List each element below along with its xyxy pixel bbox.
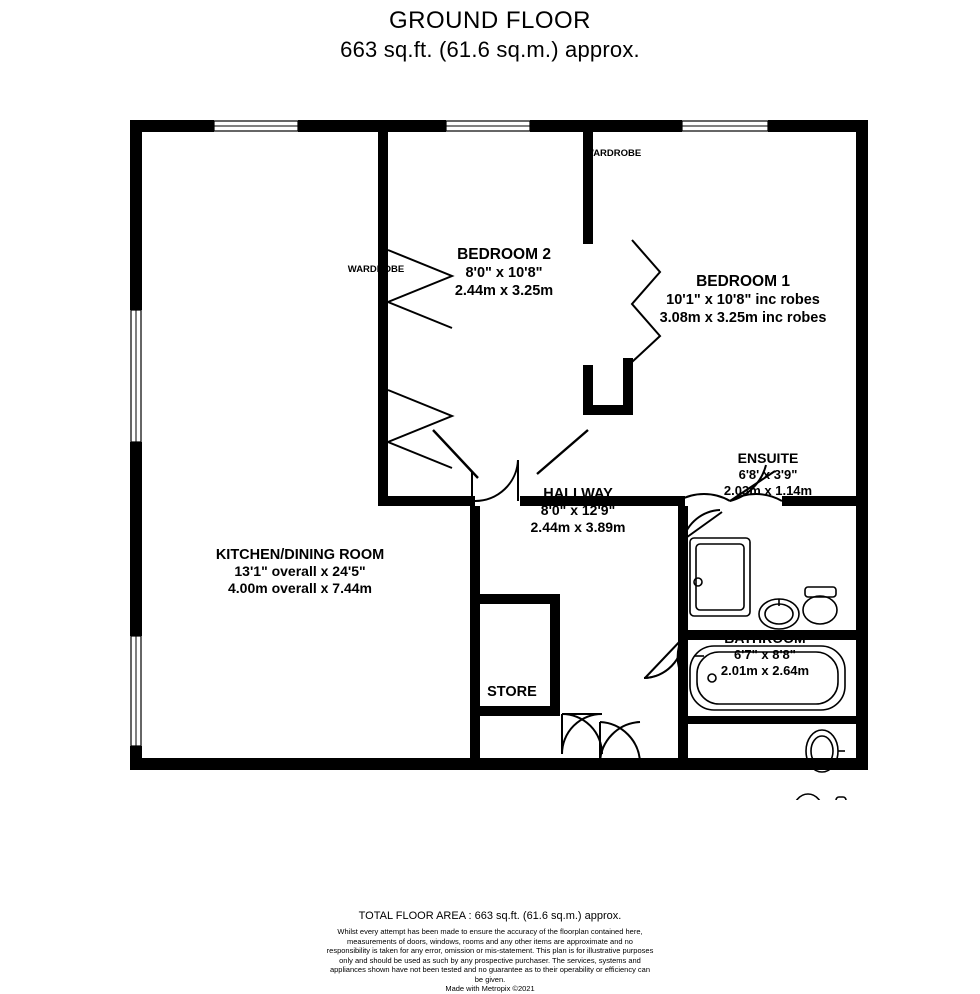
label-wardrobe-bedroom2: WARDROBE — [347, 264, 405, 275]
label-bedroom2-metric: 2.44m x 3.25m — [454, 283, 554, 299]
total-floor-area: TOTAL FLOOR AREA : 663 sq.ft. (61.6 sq.m.) approx. — [358, 910, 622, 922]
label-bathroom-metric: 2.01m x 2.64m — [720, 663, 810, 678]
wardrobe-zigzag-bedroom2-lower — [388, 390, 452, 468]
room-labels — [216, 246, 827, 700]
label-wardrobe-bedroom1: WARDROBE — [584, 148, 642, 159]
plan-footer — [0, 908, 980, 994]
opening-hallway-upper — [537, 430, 588, 474]
door-bathroom-entry — [644, 638, 683, 678]
disclaimer-text: Whilst every attempt has been made to ensure the accuracy of the floorplan contained here, measurements of doors, windows, rooms and any other items are approximate and no responsibility is taken for any error, omission or mis-statement. This plan is for illustrative purposes only and should be used as such by any prospective purchaser. The services, systems and appliances shown have not been tested and no guarantee as to their operability or efficiency can be given. — [326, 927, 654, 984]
door-bedroom2 — [475, 460, 518, 501]
window-left-1 — [131, 310, 141, 442]
label-hallway-imperial: 8'0" x 12'9" — [540, 502, 616, 518]
page-title: GROUND FLOOR — [388, 7, 591, 34]
shower-tray — [690, 538, 750, 616]
label-hallway-name: HALLWAY — [543, 486, 613, 502]
label-bedroom2-name: BEDROOM 2 — [457, 246, 551, 263]
label-bedroom1-name: BEDROOM 1 — [696, 273, 790, 290]
label-bedroom1-imperial: 10'1" x 10'8" inc robes — [666, 292, 820, 308]
ensuite-fixtures — [690, 538, 837, 629]
window-top-2 — [446, 121, 530, 131]
label-hallway-metric: 2.44m x 3.89m — [530, 519, 626, 535]
label-bedroom2-imperial: 8'0" x 10'8" — [465, 265, 543, 281]
label-ensuite-metric: 2.03m x 1.14m — [723, 483, 813, 498]
label-store-name: STORE — [487, 684, 537, 700]
window-left-2 — [131, 636, 141, 746]
label-ensuite-name: ENSUITE — [737, 450, 799, 466]
wardrobe-zigzag-bedroom1 — [632, 240, 660, 362]
bathroom-wc — [793, 794, 846, 800]
window-top-3 — [682, 121, 768, 131]
plan-header — [0, 0, 980, 64]
opening-hallway-kitchen — [433, 430, 478, 506]
page-subtitle: 663 sq.ft. (61.6 sq.m.) approx. — [340, 37, 640, 62]
wardrobe-zigzag-bedroom2-upper — [388, 250, 452, 328]
label-bathroom-name: BATHROOM — [724, 630, 806, 646]
label-bathroom-imperial: 6'7" x 8'8" — [734, 647, 796, 662]
window-top-1 — [214, 121, 298, 131]
label-kitchen-metric: 4.00m overall x 7.44m — [228, 580, 372, 596]
label-kitchen-imperial: 13'1" overall x 24'5" — [234, 563, 366, 579]
ensuite-wc — [803, 587, 837, 624]
floorplan-drawing — [0, 100, 980, 800]
door-hallway-entry — [600, 722, 640, 763]
ensuite-basin — [759, 599, 799, 629]
label-bedroom1-metric: 3.08m x 3.25m inc robes — [659, 310, 827, 326]
made-with-credit: Made with Metropix ©2021 — [445, 984, 535, 993]
shower-tray-inner — [696, 544, 744, 610]
label-ensuite-imperial: 6'8' x 3'9" — [738, 467, 798, 482]
label-kitchen-name: KITCHEN/DINING ROOM — [215, 547, 385, 563]
door-store — [562, 714, 602, 754]
